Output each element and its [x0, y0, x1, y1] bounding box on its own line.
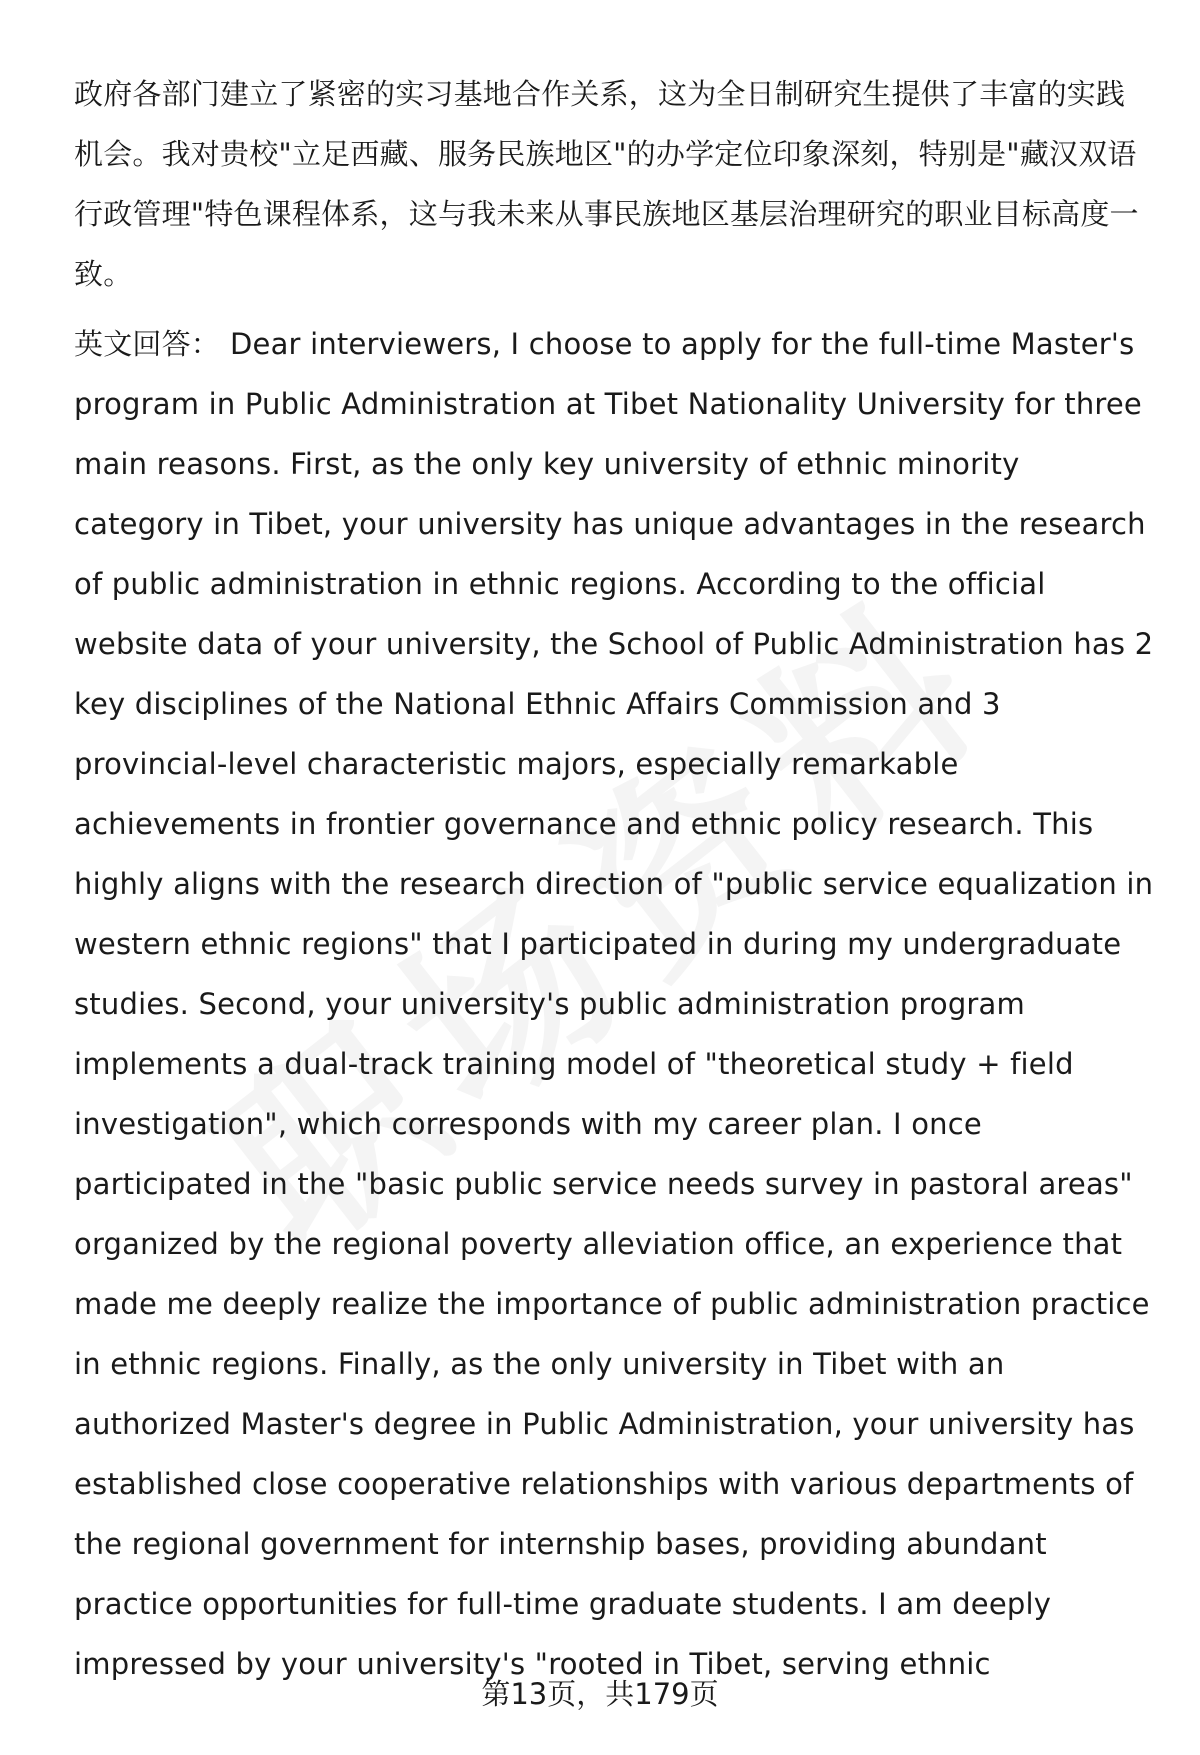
english-answer-text: Dear interviewers, I choose to apply for the full-time Master's program in Public Administration at Tibet Nationality University for three main reasons. First, as the only key university of ethnic minority category in Tibet, your university has unique advantages in the research of public administration in ethnic regions. According to the official website data of your university, the School of Public Administration has 2 key disciplines of the National Ethnic Affairs Commission and 3 provincial-level characteristic majors, especially remarkable achievements in frontier governance and ethnic policy research. This highly aligns with the research direction of "public service equalization in western ethnic regions" that I participated in during my undergraduate studies. Second, your university's public administration program implements a dual-track training model of "theoretical study + field investigation", which corresponds with my career plan. I once participated in the "basic public service needs survey in pastoral areas" organized by the regional poverty alleviation office, an experience that made me deeply realize the importance of public administration practice in ethnic regions. Finally, as the only university in Tibet with an authorized Master's degree in Public Administration, your university has established close cooperative relationships with various departments of the regional government for internship bases, providing abundant practice opportunities for full-time graduate students. I am deeply impressed by your university's "rooted in Tibet, serving ethnic [74, 327, 1154, 1681]
chinese-paragraph: 政府各部门建立了紧密的实习基地合作关系，这为全日制研究生提供了丰富的实践机会。我对贵校"立足西藏、服务民族地区"的办学定位印象深刻，特别是"藏汉双语行政管理"特色课程体系，这与我未来从事民族地区基层治理研究的职业目标高度一致。 [74, 77, 1139, 291]
english-answer-label: 英文回答： [74, 327, 221, 361]
english-answer-paragraph [74, 314, 1154, 1694]
page-content [74, 64, 1154, 1694]
page-number: 第13页，共179页 [481, 1677, 719, 1711]
